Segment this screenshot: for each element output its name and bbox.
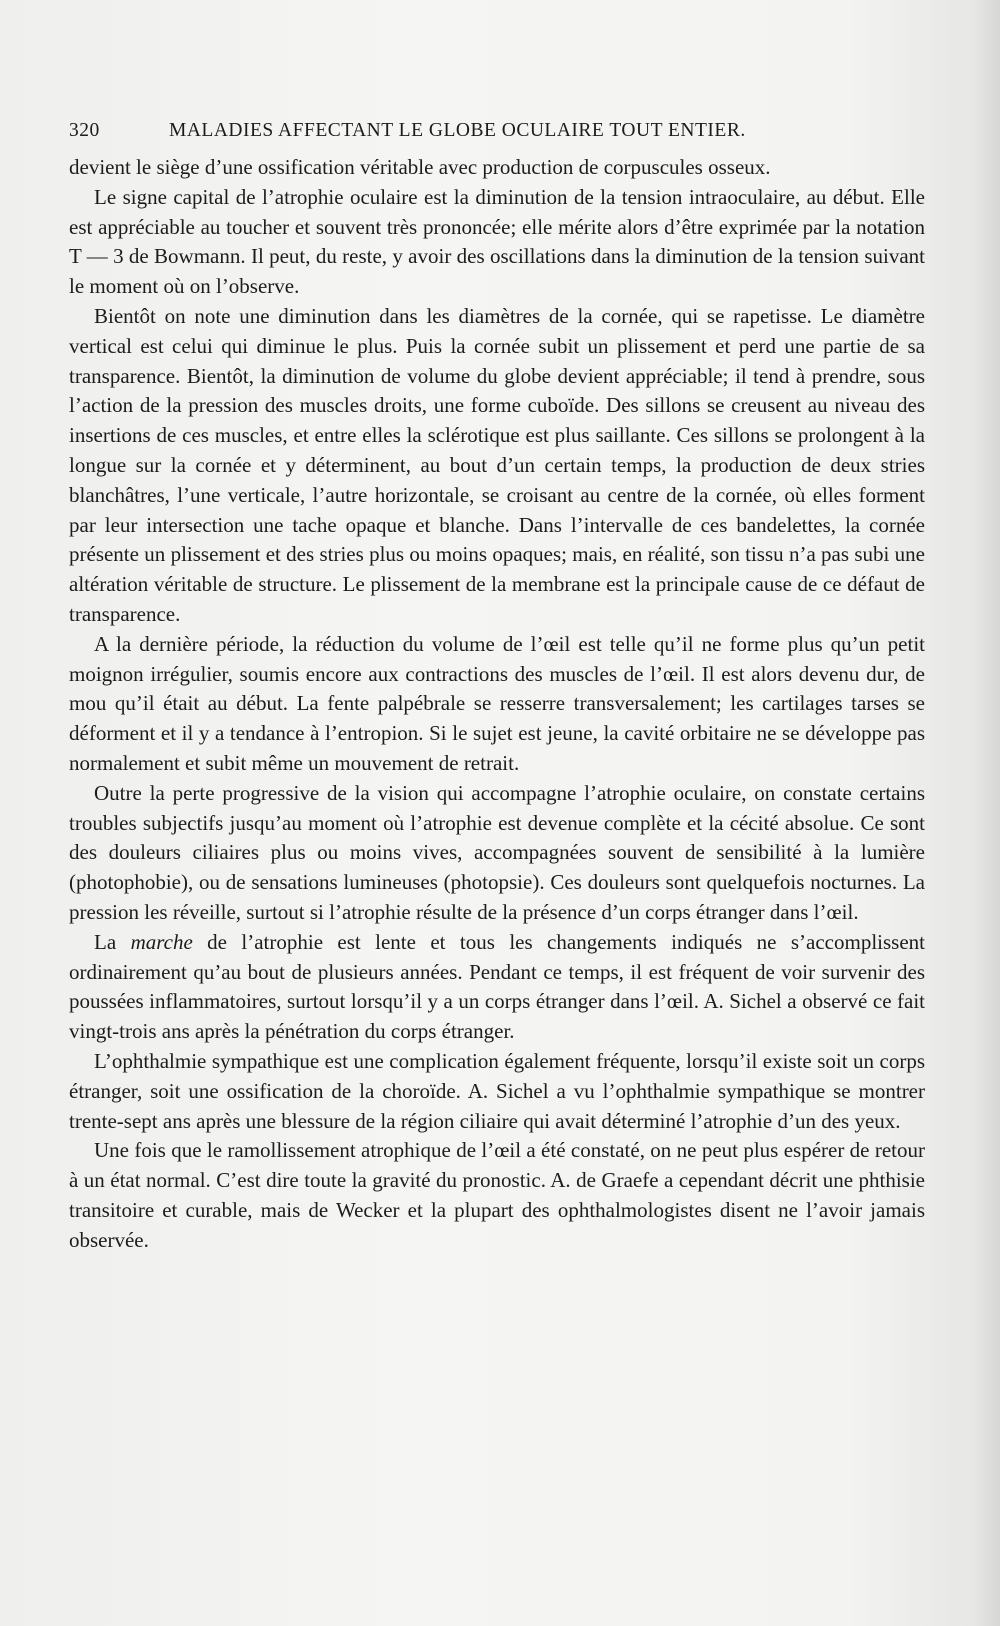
running-title: MALADIES AFFECTANT LE GLOBE OCULAIRE TOUT ENTIER. bbox=[169, 120, 746, 141]
page-header bbox=[69, 120, 829, 150]
body-text bbox=[69, 153, 925, 1255]
paragraph-last-period: A la dernière période, la réduction du volume de l’œil est telle qu’il ne forme plus qu’un petit moignon irrégulier, soumis encore aux contractions des muscles de l’œil. Il est alors devenu dur, de mou qu’il était au début. La fente palpébrale se resserre transversalement; les cartilages tarses se déforment et il y a tendance à l’entropion. Si le sujet est jeune, la cavité orbitaire ne se développe pas normalement et subit même un mouvement de retrait. bbox=[69, 631, 925, 775]
page-number: 320 bbox=[69, 120, 100, 141]
course-text-before: La bbox=[94, 929, 131, 954]
course-emphasis: marche bbox=[130, 929, 193, 954]
paragraph-prognosis: Une fois que le ramollissement atrophique de l’œil a été constaté, on ne peut plus espérer de retour à un état normal. C’est dire toute la gravité du pronostic. A. de Graefe a cependant décrit une phthisie transitoire et curable, mais de Wecker et la plupart des ophthalmologistes disent ne l’avoir jamais observée. bbox=[69, 1138, 925, 1252]
course-text-after: de l’atrophie est lente et tous les changements indiqués ne s’accomplissent ordinairement qu’au bout de plusieurs années. Pendant ce temps, il est fréquent de voir survenir des poussées inflammatoires, surtout lorsqu’il y a un corps étranger dans l’œil. A. Sichel a observé ce fait vingt-trois ans après la pénétration du corps étranger. bbox=[69, 929, 925, 1044]
paragraph-sympathetic-ophthalmia: L’ophthalmie sympathique est une complication également fréquente, lorsqu’il existe soit un corps étranger, soit une ossification de la choroïde. A. Sichel a vu l’ophthalmie sympathique se montrer trente-sept ans après une blessure de la région ciliaire qui avait déterminé l’atrophie d’un des yeux. bbox=[69, 1048, 925, 1133]
paragraph-tension: Le signe capital de l’atrophie oculaire est la diminution de la tension intraoculaire, au début. Elle est appréciable au toucher et souvent très prononcée; elle mérite alors d’être exprimée par la notation T — 3 de Bowmann. Il peut, du reste, y avoir des oscillations dans la diminution de la tension suivant le moment où on l’observe. bbox=[69, 184, 925, 299]
paragraph-course bbox=[69, 928, 925, 1047]
paragraph-cornea: Bientôt on note une diminution dans les diamètres de la cornée, qui se rapetisse. Le diamètre vertical est celui qui diminue le plus. Puis la cornée subit un plissement et perd une partie de sa transparence. Bientôt, la diminution de volume du globe devient appréciable; il tend à prendre, sous l’action de la pression des muscles droits, une forme cuboïde. Des sillons se creusent au niveau des insertions de ces muscles, et entre elles la sclérotique est plus saillante. Ces sillons se prolongent à la longue sur la cornée et y déterminent, au bout d’un certain temps, la production de deux stries blanchâtres, l’une verticale, l’autre horizontale, se croisant au centre de la cornée, où elles forment par leur intersection une tache opaque et blanche. Dans l’intervalle de ces bandelettes, la cornée présente un plissement et des stries plus ou moins opaques; mais, en réalité, son tissu n’a pas subi une altération véritable de structure. Le plissement de la membrane est la principale cause de ce défaut de transparence. bbox=[69, 303, 925, 626]
paragraph-continuation: devient le siège d’une ossification véritable avec production de corpuscules osseux. bbox=[69, 155, 771, 179]
paragraph-subjective-troubles: Outre la perte progressive de la vision qui accompagne l’atrophie oculaire, on constate certains troubles subjectifs jusqu’au moment où l’atrophie est devenue complète et la cécité absolue. Ce sont des douleurs ciliaires plus ou moins vives, accompagnées souvent de sensibilité à la lumière (photophobie), ou de sensations lumineuses (photopsie). Ces douleurs sont quelquefois nocturnes. La pression les réveille, surtout si l’atrophie résulte de la présence d’un corps étranger dans l’œil. bbox=[69, 780, 925, 924]
